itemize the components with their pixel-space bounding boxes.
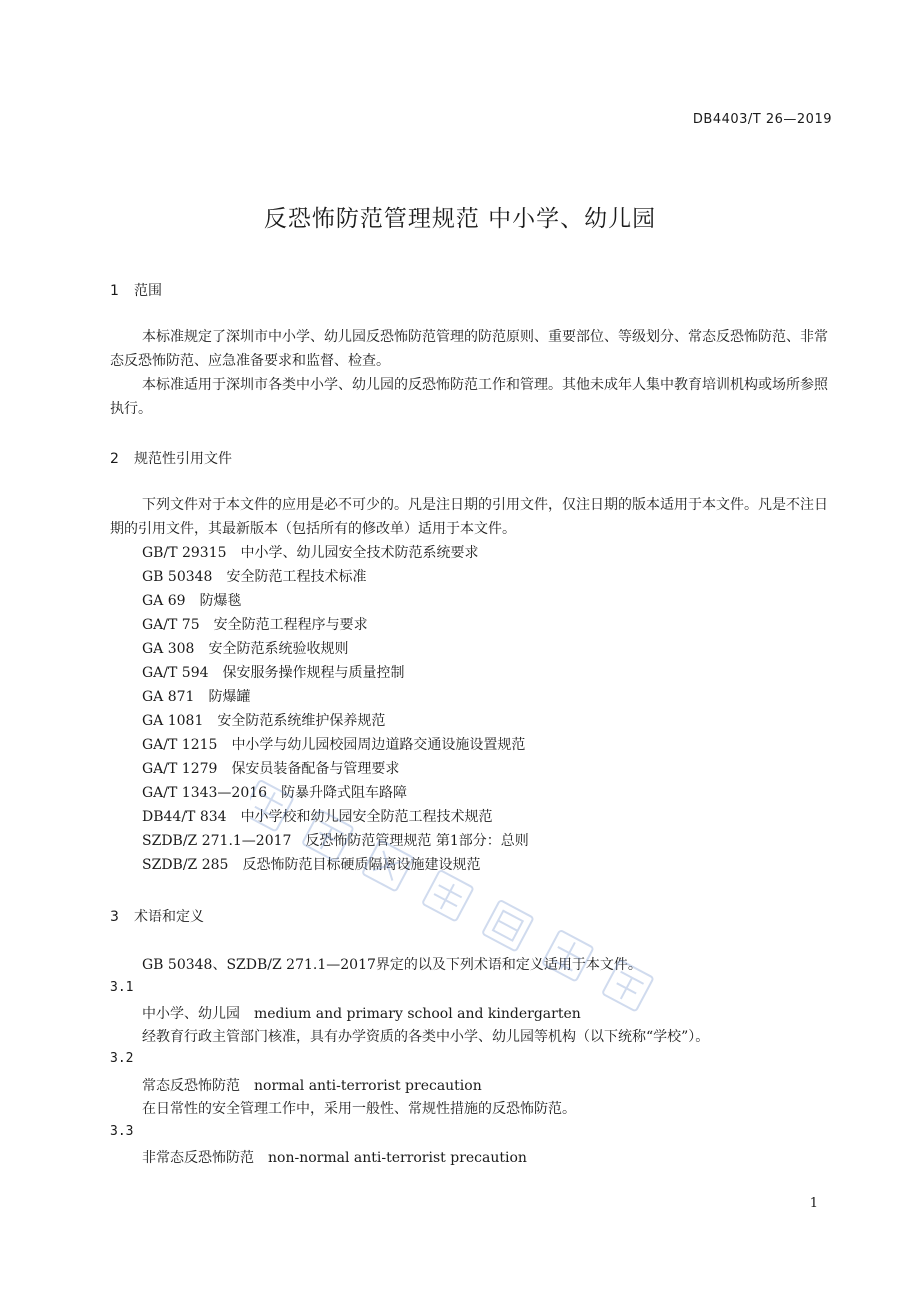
reference-item xyxy=(142,853,529,877)
term-number: 3.1 xyxy=(110,980,134,995)
term-title xyxy=(142,1003,581,1023)
section-title: 范围 xyxy=(134,283,162,299)
reference-code: GA/T 594 xyxy=(142,665,209,681)
reference-code: GA 308 xyxy=(142,641,195,657)
term-number: 3.3 xyxy=(110,1124,134,1139)
reference-code: GA/T 1279 xyxy=(142,761,218,777)
reference-item xyxy=(142,589,529,613)
section-title: 术语和定义 xyxy=(134,909,204,925)
reference-name: 反恐怖防范目标硬质隔离设施建设规范 xyxy=(242,857,481,873)
term-definition: 在日常性的安全管理工作中，采用一般性、常规性措施的反恐怖防范。 xyxy=(142,1101,576,1117)
section-number: 2 xyxy=(110,451,119,467)
reference-name: 安全防范系统维护保养规范 xyxy=(217,713,386,729)
reference-code: GA/T 1343—2016 xyxy=(142,785,268,801)
section-heading-terms xyxy=(110,906,204,926)
references-intro: 下列文件对于本文件的应用是必不可少的。凡是注日期的引用文件，仅注日期的版本适用于本文件。凡是不注日期的引用文件，其最新版本（包括所有的修改单）适用于本文件。 xyxy=(110,497,828,537)
reference-name: 中小学、幼儿园安全技术防范系统要求 xyxy=(240,545,479,561)
section-title: 规范性引用文件 xyxy=(134,451,232,467)
term-english: medium and primary school and kindergarten xyxy=(254,1006,581,1022)
reference-name: 中小学校和幼儿园安全防范工程技术规范 xyxy=(240,809,493,825)
reference-name: 安全防范工程技术标准 xyxy=(226,569,367,585)
reference-code: GB/T 29315 xyxy=(142,545,227,561)
reference-name: 保安员装备配备与管理要求 xyxy=(231,761,400,777)
section-number: 1 xyxy=(110,283,119,299)
reference-name: 防爆罐 xyxy=(208,689,251,705)
term-definition: 经教育行政主管部门核准，具有办学资质的各类中小学、幼儿园等机构（以下统称“学校”）。 xyxy=(142,1029,710,1045)
reference-item xyxy=(142,661,529,685)
reference-code: DB44/T 834 xyxy=(142,809,227,825)
page-number: 1 xyxy=(809,1196,818,1211)
reference-item xyxy=(142,565,529,589)
reference-item xyxy=(142,637,529,661)
reference-item xyxy=(142,709,529,733)
reference-name: 中小学与幼儿园校园周边道路交通设施设置规范 xyxy=(231,737,526,753)
reference-item xyxy=(142,613,529,637)
reference-item xyxy=(142,757,529,781)
document-code: DB4403/T 26—2019 xyxy=(692,112,832,127)
scope-paragraph-1: 本标准规定了深圳市中小学、幼儿园反恐怖防范管理的防范原则、重要部位、等级划分、常态反恐怖防范、非常态反恐怖防范、应急准备要求和监督、检查。 xyxy=(110,329,828,369)
section-heading-normative-references xyxy=(110,448,232,468)
section-heading-scope xyxy=(110,280,162,300)
term-english: non-normal anti-terrorist precaution xyxy=(268,1150,527,1166)
reference-item xyxy=(142,781,529,805)
term-title xyxy=(142,1147,527,1167)
reference-item xyxy=(142,805,529,829)
reference-name: 安全防范系统验收规则 xyxy=(208,641,349,657)
reference-code: SZDB/Z 271.1—2017 xyxy=(142,833,292,849)
reference-name: 保安服务操作规程与质量控制 xyxy=(222,665,405,681)
scope-paragraph-2: 本标准适用于深圳市各类中小学、幼儿园的反恐怖防范工作和管理。其他未成年人集中教育培训机构或场所参照执行。 xyxy=(110,377,828,417)
term-title xyxy=(142,1075,482,1095)
reference-code: GA 69 xyxy=(142,593,186,609)
reference-name: 反恐怖防范管理规范 第1部分：总则 xyxy=(305,833,529,849)
reference-code: GA 871 xyxy=(142,689,195,705)
section-number: 3 xyxy=(110,909,119,925)
reference-code: SZDB/Z 285 xyxy=(142,857,229,873)
reference-item xyxy=(142,541,529,565)
term-chinese: 中小学、幼儿园 xyxy=(142,1006,240,1022)
term-chinese: 常态反恐怖防范 xyxy=(142,1078,240,1094)
reference-code: GB 50348 xyxy=(142,569,213,585)
reference-name: 安全防范工程程序与要求 xyxy=(213,617,368,633)
reference-name: 防爆毯 xyxy=(199,593,242,609)
term-english: normal anti-terrorist precaution xyxy=(254,1078,482,1094)
reference-code: GA/T 1215 xyxy=(142,737,218,753)
reference-code: GA 1081 xyxy=(142,713,204,729)
terms-intro: GB 50348、SZDB/Z 271.1—2017界定的以及下列术语和定义适用于本文件。 xyxy=(142,957,642,973)
references-list xyxy=(142,541,529,877)
reference-item xyxy=(142,733,529,757)
reference-code: GA/T 75 xyxy=(142,617,200,633)
term-number: 3.2 xyxy=(110,1051,134,1066)
reference-item xyxy=(142,685,529,709)
term-chinese: 非常态反恐怖防范 xyxy=(142,1150,254,1166)
reference-item xyxy=(142,829,529,853)
document-title: 反恐怖防范管理规范 中小学、幼儿园 xyxy=(263,206,657,232)
reference-name: 防暴升降式阻车路障 xyxy=(281,785,408,801)
